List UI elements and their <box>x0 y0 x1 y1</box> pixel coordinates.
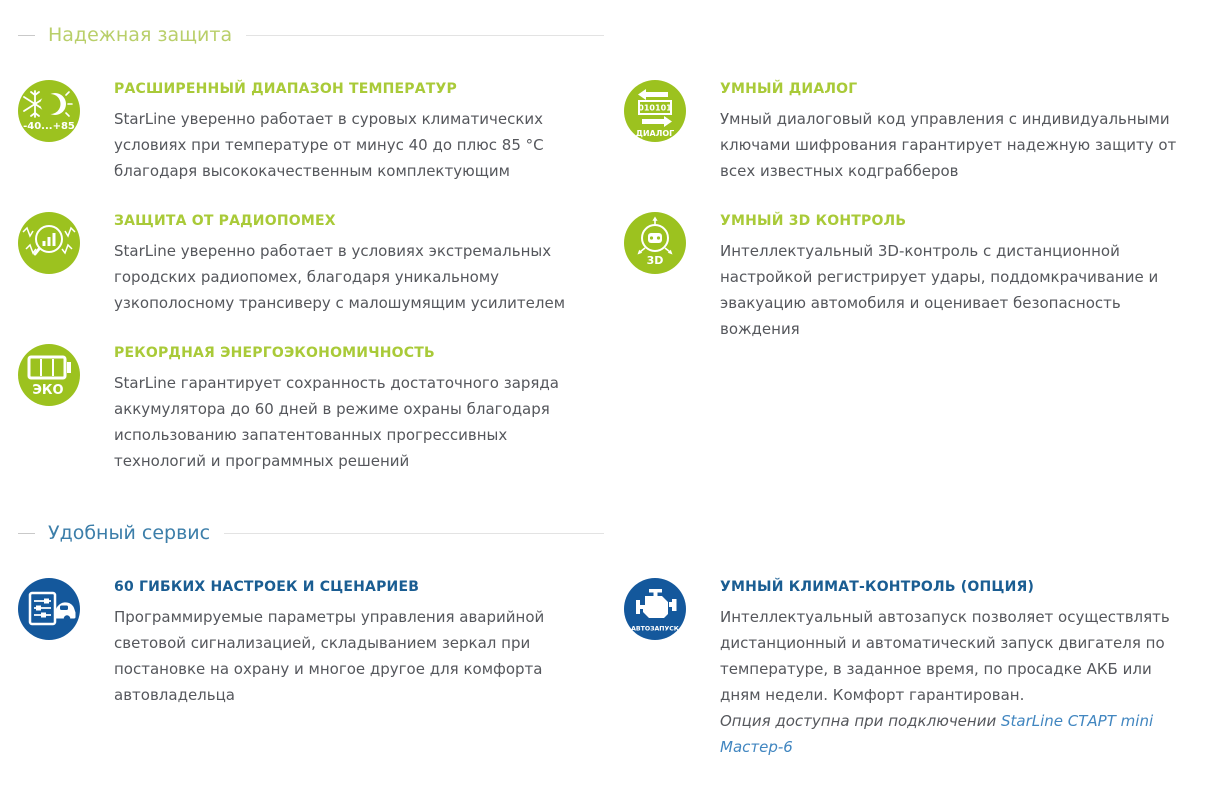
section-convenient-service <box>18 522 1215 786</box>
option-note <box>720 708 1194 760</box>
feature-heading: УМНЫЙ 3D КОНТРОЛЬ <box>720 213 907 229</box>
radio-interference-icon <box>18 212 80 274</box>
header-rule <box>246 35 604 36</box>
flexible-settings-icon <box>18 578 80 640</box>
header-rule <box>224 533 604 534</box>
autostart-engine-icon <box>624 578 686 640</box>
icon-label-text: АВТОЗАПУСК <box>631 625 679 633</box>
feature-text: Умный диалоговый код управления с индивидуальными ключами шифрования гарантирует надежную защиту от всех известных кодграбберов <box>720 110 1177 180</box>
feature-text: Интеллектуальный автозапуск позволяет осуществлять дистанционный и автоматический запуск двигателя по температуре, в заданное время, по просадке АКБ или дням недели. Комфорт гарантирован. <box>720 608 1170 704</box>
section-reliable-protection <box>18 24 1215 500</box>
feature-radio-protection <box>18 210 596 316</box>
feature-heading: РЕКОРДНАЯ ЭНЕРГОЭКОНОМИЧНОСТЬ <box>114 345 435 361</box>
option-note-link[interactable]: StarLine СТАРТ mini Мастер-6 <box>720 712 1154 756</box>
features-grid <box>18 78 1215 500</box>
feature-energy-efficiency <box>18 342 596 474</box>
feature-climate-control <box>624 576 1194 760</box>
left-column <box>18 576 596 786</box>
feature-heading: ЗАЩИТА ОТ РАДИОПОМЕХ <box>114 213 336 229</box>
feature-smart-dialog <box>624 78 1194 184</box>
section-header <box>18 522 604 544</box>
icon-code-text: 010101 <box>638 103 672 113</box>
feature-heading: УМНЫЙ ДИАЛОГ <box>720 81 858 97</box>
eco-battery-icon <box>18 344 80 406</box>
feature-text: Программируемые параметры управления аварийной световой сигнализацией, складыванием зеркал при постановке на охрану и многое другое для комфорта автовладельца <box>114 608 545 704</box>
icon-label-text: ДИАЛОГ <box>635 129 675 138</box>
right-column <box>624 576 1194 786</box>
icon-label-text: 3D <box>646 254 664 267</box>
header-dash <box>18 35 35 36</box>
feature-text: StarLine уверенно работает в суровых климатических условиях при температуре от минус 40 до плюс 85 °C благодаря высококачественным комплектующим <box>114 110 544 180</box>
feature-text: StarLine гарантирует сохранность достаточного заряда аккумулятора до 60 дней в режиме охраны благодаря использованию запатентованных прогрессивных технологий и программных решений <box>114 374 559 470</box>
3d-control-icon <box>624 212 686 274</box>
feature-text: Интеллектуальный 3D-контроль с дистанционной настройкой регистрирует удары, поддомкрачивание и эвакуацию автомобиля и оценивает безопасность вождения <box>720 242 1159 338</box>
dialog-code-icon <box>624 80 686 142</box>
feature-heading: УМНЫЙ КЛИМАТ-КОНТРОЛЬ (ОПЦИЯ) <box>720 579 1035 595</box>
section-title-protection: Надежная защита <box>48 24 233 46</box>
feature-temperature-range <box>18 78 596 184</box>
section-title-service: Удобный сервис <box>48 522 211 544</box>
temperature-range-icon <box>18 80 80 142</box>
feature-flexible-settings <box>18 576 596 708</box>
feature-text: StarLine уверенно работает в условиях экстремальных городских радиопомех, благодаря уникальному узкополосному трансиверу с малошумящим усилителем <box>114 242 566 312</box>
option-note-text: Опция доступна при подключении <box>720 712 1001 730</box>
features-grid <box>18 576 1215 786</box>
left-column <box>18 78 596 500</box>
feature-3d-control <box>624 210 1194 342</box>
feature-heading: 60 ГИБКИХ НАСТРОЕК И СЦЕНАРИЕВ <box>114 579 420 595</box>
icon-label-text: -40...+85 <box>23 121 75 132</box>
feature-heading: РАСШИРЕННЫЙ ДИАПАЗОН ТЕМПЕРАТУР <box>114 81 457 97</box>
icon-label-text: ЭКО <box>32 383 64 398</box>
section-header <box>18 24 604 46</box>
right-column <box>624 78 1194 500</box>
header-dash <box>18 533 35 534</box>
